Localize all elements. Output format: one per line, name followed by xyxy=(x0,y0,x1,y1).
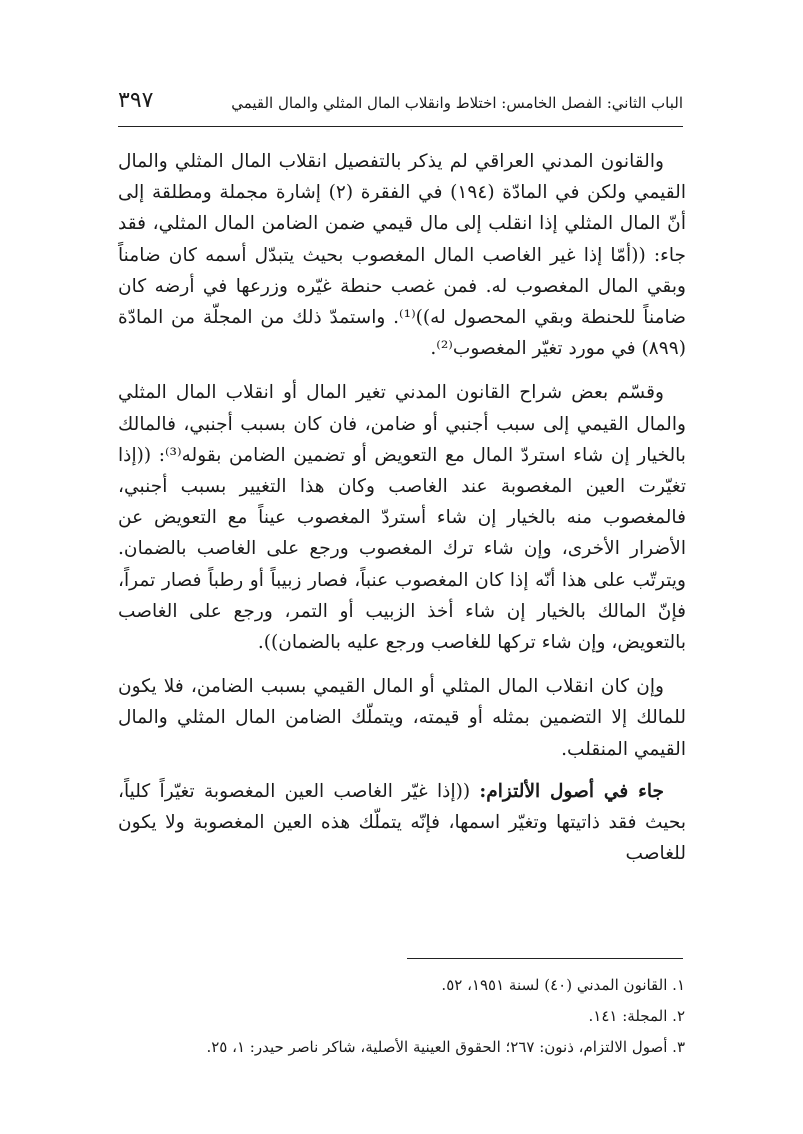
paragraph-text: ((إذا غيّر الغاصب العين المغصوبة تغيّراً كلياً، بحيث فقد ذاتيتها وتغيّر اسمها، فإنّه يتملّك هذه العين المغصوبة ولا يكون للغاصب xyxy=(118,780,686,865)
footnote: ٣. أصول الالتزام، ذنون: ٢٦٧؛ الحقوق العينية الأصلية، شاكر ناصر حيدر: ١، ٢٥. xyxy=(206,1038,685,1056)
paragraph: وإن كان انقلاب المال المثلي أو المال القيمي بسبب الضامن، فلا يكون للمالك إلا التضمين بمثله أو قيمته، ويتملّك الضامن المال المثلي والمال القيمي المنقلب. xyxy=(118,676,686,760)
footnote-divider xyxy=(407,958,683,959)
page-number: ٣٩٧ xyxy=(118,88,154,113)
body-text xyxy=(118,146,686,882)
paragraph xyxy=(118,776,686,870)
footnote: ٢. المجلة: ١٤١. xyxy=(588,1007,685,1025)
footnotes xyxy=(120,970,685,1063)
header-title: الباب الثاني: الفصل الخامس: اختلاط وانقلاب المال المثلي والمال القيمي xyxy=(231,94,683,112)
paragraph: والقانون المدني العراقي لم يذكر بالتفصيل انقلاب المال المثلي والمال القيمي ولكن في المادّة (١٩٤) في الفقرة (٢) إشارة مجملة ومطلقة إلى أنّ المال المثلي إذا انقلب إلى مال قيمي ضمن الضامن المال المثلي، فقد جاء: ((أمّا إذا غير الغاصب المال المغصوب بحيث يتبدّل أسمه كان ضامناً وبقي المال المغصوب له. فمن غصب حنطة غيّره وزرعها في أرضه كان ضامناً للحنطة وبقي المحصول له))⁽¹⁾. واستمدّ ذلك من المجلّة من المادّة (٨٩٩) في مورد تغيّر المغصوب⁽²⁾. xyxy=(118,151,686,360)
paragraph-lead: جاء في أصول الألتزام: xyxy=(479,780,664,802)
running-header xyxy=(118,86,683,127)
footnote: ١. القانون المدني (٤٠) لسنة ١٩٥١، ٥٢. xyxy=(441,976,685,994)
paragraph: وقسّم بعض شراح القانون المدني تغير المال أو انقلاب المال المثلي والمال القيمي إلى سبب أجنبي أو ضامن، فان كان بسبب أجنبي، فالمالك بالخيار إن شاء استردّ المال مع التعويض أو تضمين الضامن بقوله⁽³⁾: ((إذا تغيّرت العين المغصوبة عند الغاصب وكان هذا التغيير بسبب أجنبي، فالمغصوب منه بالخيار إن شاء أستردّ المغصوب عيناً مع التعويض عن الأضرار الأخرى، وإن شاء ترك المغصوب ورجع على الغاصب بالضمان. ويترتّب على هذا أنّه إذا كان المغصوب عنباً، فصار زبيباً أو رطباً فصار تمراً، فإنّ المالك بالخيار إن شاء أخذ الزبيب أو التمر، ورجع على الغاصب بالتعويض، وإن شاء تركها للغاصب ورجع عليه بالضمان)). xyxy=(118,382,686,654)
